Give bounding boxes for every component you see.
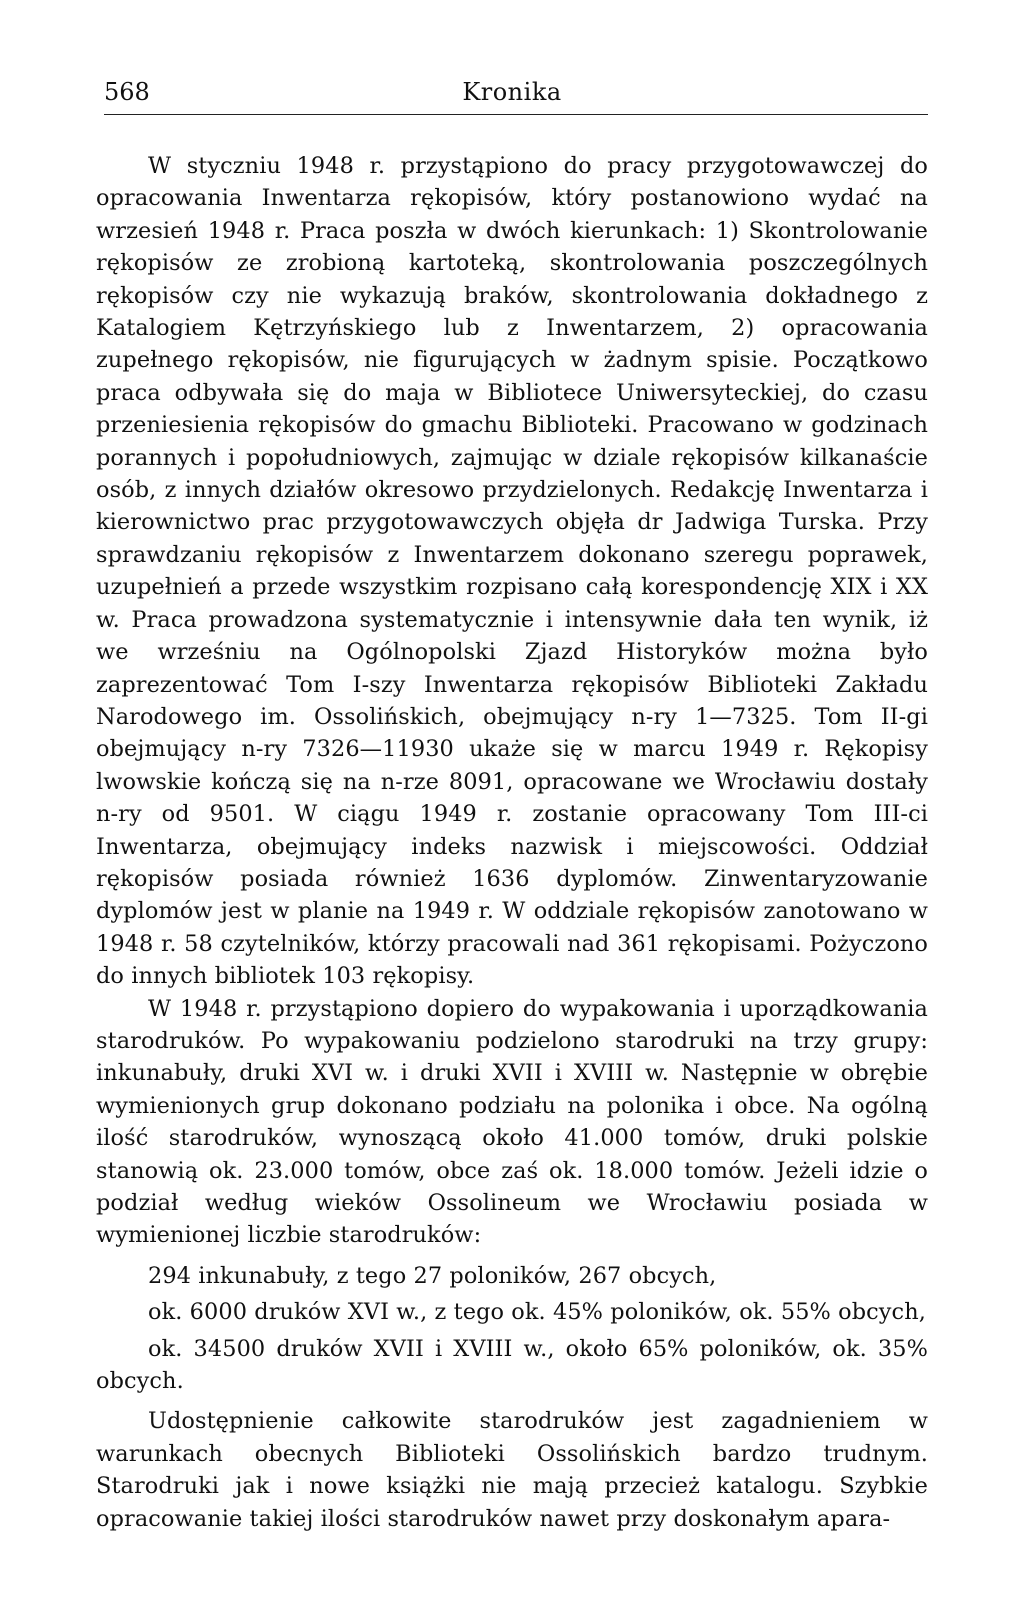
page-header xyxy=(96,72,928,112)
list-item-17th-18th-century: ok. 34500 druków XVII i XVIII w., około 65% poloników, ok. 35% obcych. xyxy=(96,1335,928,1395)
paragraph-manuscripts: W styczniu 1948 r. przystąpiono do pracy przygotowawczej do opracowania Inwentarza rękopisów, który postanowiono wydać na wrzesień 1948 r. Praca poszła w dwóch kierunkach: 1) Skontrolowanie rękopisów ze zrobioną kartoteką, skontrolowania poszczególnych rękopisów czy nie wykazują braków, skontrolowania dokładnego z Katalogiem Kętrzyńskiego lub z Inwentarzem, 2) opracowania zupełnego rękopisów, nie figurujących w żadnym spisie. Początkowo praca odbywała się do maja w Bibliotece Uniwersyteckiej, do czasu przeniesienia rękopisów do gmachu Biblioteki. Pracowano w godzinach porannych i popołudniowych, zajmując w dziale rękopisów kilkanaście osób, z innych działów okresowo przydzielonych. Redakcję Inwentarza i kierownictwo prac przygotowawczych objęła dr Jadwiga Turska. Przy sprawdzaniu rękopisów z Inwentarzem dokonano szeregu poprawek, uzupełnień a przede wszystkim rozpisano całą korespondencję XIX i XX w. Praca prowadzona systematycznie i intensywnie dała ten wynik, iż we wrześniu na Ogólnopolski Zjazd Historyków można było zaprezentować Tom I-szy Inwentarza rękopisów Biblioteki Zakładu Narodowego im. Ossolińskich, obejmujący n-ry 1—7325. Tom II-gi obejmujący n-ry 7326—11930 ukaże się w marcu 1949 r. Rękopisy lwowskie kończą się na n-rze 8091, opracowane we Wrocławiu dostały n-ry od 9501. W ciągu 1949 r. zostanie opracowany Tom III-ci Inwentarza, obejmujący indeks nazwisk i miejscowości. Oddział rękopisów posiada również 1636 dyplomów. Zinwentaryzowanie dyplomów jest w planie na 1949 r. W oddziale rękopisów zanotowano w 1948 r. 58 czytelników, którzy pracowali nad 361 rękopisami. Pożyczono do innych bibliotek 103 rękopisy. xyxy=(96,153,928,990)
paragraph-access: Udostępnienie całkowite starodruków jest zagadnieniem w warunkach obecnych Biblioteki Ossolińskich bardzo trudnym. Starodruki jak i nowe książki nie mają przecież katalogu. Szybkie opracowanie takiej ilości starodruków nawet przy doskonałym apara- xyxy=(96,1408,928,1532)
list-item-incunabula: 294 inkunabuły, z tego 27 poloników, 267 obcych, xyxy=(148,1262,717,1289)
book-page xyxy=(96,72,928,1532)
page-body xyxy=(96,150,928,1535)
list-item-16th-century: ok. 6000 druków XVI w., z tego ok. 45% poloników, ok. 55% obcych, xyxy=(148,1299,926,1326)
paragraph-old-prints: W 1948 r. przystąpiono dopiero do wypakowania i uporządkowania starodruków. Po wypakowaniu podzielono starodruki na trzy grupy: inkunabuły, druki XVI w. i druki XVII i XVIII w. Następnie w obrębie wymienionych grup dokonano podziału na polonika i obce. Na ogólną ilość starodruków, wynoszącą około 41.000 tomów, druki polskie stanowią ok. 23.000 tomów, obce zaś ok. 18.000 tomów. Jeżeli idzie o podział według wieków Ossolineum we Wrocławiu posiada w wymienionej liczbie starodruków: xyxy=(96,995,928,1249)
running-head: Kronika xyxy=(462,78,562,106)
header-rule xyxy=(104,114,928,115)
page-number: 568 xyxy=(104,78,150,106)
